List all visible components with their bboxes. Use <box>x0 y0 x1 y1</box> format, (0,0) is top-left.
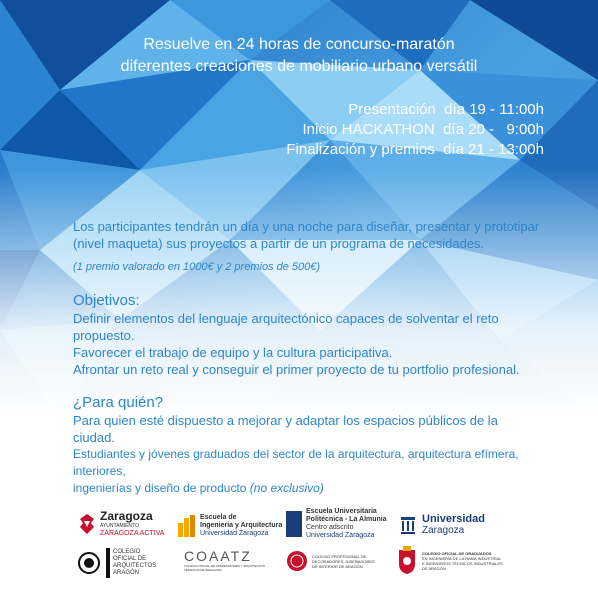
logo-codida <box>286 550 375 572</box>
objetivo-item: Afrontar un reto real y conseguir el primer proyecto de tu portfolio profesional. <box>73 362 520 377</box>
coaatz-sub: COLEGIO OFICIAL DE APAREJADORES Y ARQUITECTOS TÉCNICOS DE ZARAGOZA <box>184 564 265 572</box>
unizar-line-1: Universidad <box>422 513 485 525</box>
sponsor-logos <box>74 508 534 588</box>
unizar-line-2: Zaragoza <box>422 525 465 536</box>
euplm-mark-icon <box>286 511 302 537</box>
euplm-line-1: Escuela Universitaria <box>306 508 377 515</box>
eina-line-1: Escuela de <box>200 514 237 521</box>
coaa-bar-icon <box>106 548 110 578</box>
codida-line-3: DE INTERIOR DE ARAGÓN <box>312 563 363 569</box>
codida-seal-icon <box>286 550 308 572</box>
logo-zaragoza-activa <box>78 510 164 538</box>
euplm-line-2: Politécnica - La Almunia <box>306 516 387 523</box>
coaatz-name: COAATZ <box>184 548 252 564</box>
logo-coaa <box>78 548 156 578</box>
eina-mark-icon <box>178 515 196 537</box>
logo-eina <box>178 514 282 538</box>
zaragoza-activa-tag: ZARAGOZA ACTIVA <box>100 530 165 537</box>
schedule <box>286 100 544 160</box>
coitiar-line-2: EN INGENIERÍA DE LA RAMA INDUSTRIAL <box>422 556 502 561</box>
coitiar-line-3: E INGENIEROS TÉCNICOS INDUSTRIALES <box>422 561 503 566</box>
eina-line-2: Ingeniería y Arquitectura <box>200 522 283 529</box>
coitiar-line-1: COLEGIO OFICIAL DE GRADUADOS <box>422 551 492 556</box>
logo-euplm <box>286 508 387 540</box>
coaa-crest-icon <box>78 550 100 576</box>
para-quien-line-2: Estudiantes y jóvenes graduados del sector de la arquitectura, arquitectura efímera, interiores, <box>73 447 519 478</box>
para-quien-title: ¿Para quién? <box>73 394 164 411</box>
university-crest-icon <box>400 515 416 535</box>
logo-universidad-zaragoza <box>400 514 485 536</box>
logo-coitiar <box>396 546 503 576</box>
euplm-line-4: Universidad Zaragoza <box>306 532 375 539</box>
schedule-awards: Finalización y premios día 21 - 13:00h <box>286 141 544 158</box>
main-content <box>73 218 543 497</box>
zaragoza-sub: AYUNTAMIENTO <box>100 523 139 529</box>
coaa-line-2: OFICIAL DE <box>113 556 147 562</box>
eina-line-3: Universidad Zaragoza <box>200 530 269 537</box>
intro-line-1: Los participantes tendrán un día y una noche para diseñar, presentar y prototipar <box>73 219 540 234</box>
objetivo-item: Favorecer el trabajo de equipo y la cultura participativa. <box>73 345 393 360</box>
coaa-line-4: ARAGÓN <box>113 570 140 576</box>
objetivos-title: Objetivos: <box>73 292 140 309</box>
prizes-note: (1 premio valorado en 1000€ y 2 premios de 500€) <box>73 261 321 273</box>
euplm-line-3: Centro adscrito <box>306 524 354 531</box>
logo-coaatz <box>184 548 274 572</box>
headline-line-2: diferentes creaciones de mobiliario urbano versátil <box>120 58 478 75</box>
headline <box>0 34 598 78</box>
headline-line-1: Resuelve en 24 horas de concurso-maratón <box>143 36 455 53</box>
codida-line-2: DECORADORES, DISEÑADORES <box>312 558 375 564</box>
para-quien-line-1: Para quien esté dispuesto a mejorar y adaptar los espacios públicos de la ciudad. <box>73 413 498 445</box>
codida-line-1: COLEGIO PROFESIONAL DE <box>312 553 367 559</box>
zaragoza-name: Zaragoza <box>100 509 153 523</box>
coitiar-line-4: DE ARAGÓN <box>422 566 446 571</box>
coitiar-crest-icon <box>396 546 418 576</box>
zaragoza-lion-icon <box>78 513 96 535</box>
schedule-presentation: Presentación día 19 - 11:00h <box>348 101 544 118</box>
para-quien-line-3-text: ingenierías y diseño de producto <box>73 481 247 495</box>
schedule-hackathon-start: Inicio HACKATHON día 20 - 9:00h <box>302 121 544 138</box>
no-exclusivo-note: (no exclusivo) <box>249 481 324 495</box>
coaa-line-3: ARQUITECTOS <box>113 563 157 569</box>
coaa-line-1: COLEGIO <box>113 549 141 555</box>
objetivo-item: Definir elementos del lenguaje arquitectónico capaces de solventar el reto propuesto. <box>73 311 499 343</box>
para-quien-line-3 <box>73 480 543 497</box>
intro-line-2: (nivel maqueta) sus proyectos a partir de un programa de necesidades. <box>73 236 485 251</box>
